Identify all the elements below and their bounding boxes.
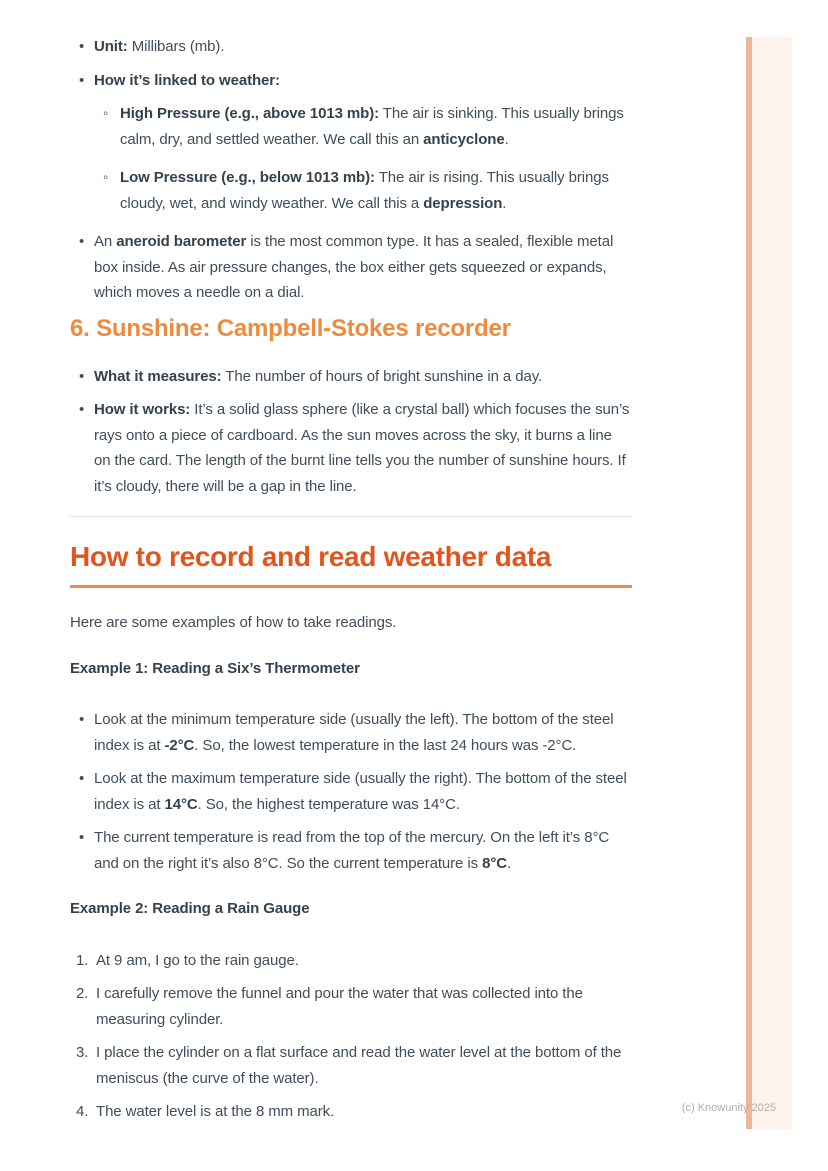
list-item-text: Look at the minimum temperature side (usually the left). The bottom of the steel index is at -2°C. So, the lowest temperature in the last 24 hours was -2°C. [94,711,614,754]
section-divider [70,516,632,517]
pressure-sub-list [94,101,632,216]
list-item-text: How it works: It’s a solid glass sphere (like a crystal ball) which focuses the sun’s rays onto a piece of cardboard. As the sun moves across the sky, it burns a line on the card. The length of the burnt line tells you the number of sunshine hours. If it’s cloudy, there will be a gap in the line. [94,401,630,495]
copyright-footer: (c) Knowunity 2025 [681,1102,776,1114]
list-item-unit [70,34,632,60]
list-item-maximum-side [70,766,632,817]
step-item [70,1040,632,1091]
right-margin-accent-line [746,37,752,1129]
list-item-text: An aneroid barometer is the most common type. It has a sealed, flexible metal box inside. As air pressure changes, the box either gets squeezed or expands, which moves a needle on a dial. [94,233,614,301]
step-text: I carefully remove the funnel and pour the water that was collected into the measuring cylinder. [96,985,583,1028]
list-item-high-pressure [94,101,632,152]
list-item-text: How it’s linked to weather: [94,71,280,89]
intro-text: Here are some examples of how to take readings. [70,614,397,631]
list-item-text: Low Pressure (e.g., below 1013 mb): The air is rising. This usually brings cloudy, wet, and windy weather. We call this a depression. [120,169,609,212]
step-text: The water level is at the 8 mm mark. [96,1103,335,1120]
section-heading-sunshine: 6. Sunshine: Campbell-Stokes recorder [70,314,511,342]
list-item-how-it-works [70,397,632,499]
page-heading-record-read-data: How to record and read weather data [70,539,632,588]
rain-gauge-steps-list [70,948,632,1125]
list-item-text: What it measures: The number of hours of bright sunshine in a day. [94,367,543,385]
example-2-title: Example 2: Reading a Rain Gauge [70,900,310,917]
step-text: At 9 am, I go to the rain gauge. [96,951,299,969]
example-1-title: Example 1: Reading a Six’s Thermometer [70,659,360,677]
example-1-bullet-list [70,707,632,876]
list-item-current-temperature [70,825,632,876]
step-item [70,981,632,1032]
sunshine-bullet-list [70,364,632,500]
step-item [70,1099,632,1125]
list-item-text: Unit: Millibars (mb). [94,38,225,55]
list-item-text: High Pressure (e.g., above 1013 mb): The air is sinking. This usually brings calm, dry, and settled weather. We call this an anticyclone. [120,105,624,148]
pressure-bullet-list [70,34,632,306]
list-item-text: Look at the maximum temperature side (usually the right). The bottom of the steel index is at 14°C. So, the highest temperature was 14°C. [94,770,627,813]
step-text: I place the cylinder on a flat surface and read the water level at the bottom of the meniscus (the curve of the water). [96,1044,622,1087]
list-item-what-it-measures [70,364,632,390]
list-item-minimum-side [70,707,632,758]
list-item-low-pressure [94,165,632,216]
step-item [70,948,632,974]
list-item-text: The current temperature is read from the top of the mercury. On the left it’s 8°C and on the right it’s also 8°C. So the current temperature is 8°C. [94,829,610,872]
list-item-aneroid-barometer [70,229,632,306]
document-content [70,34,632,1133]
right-margin-band [752,37,792,1129]
list-item-linked-to-weather [70,68,632,217]
